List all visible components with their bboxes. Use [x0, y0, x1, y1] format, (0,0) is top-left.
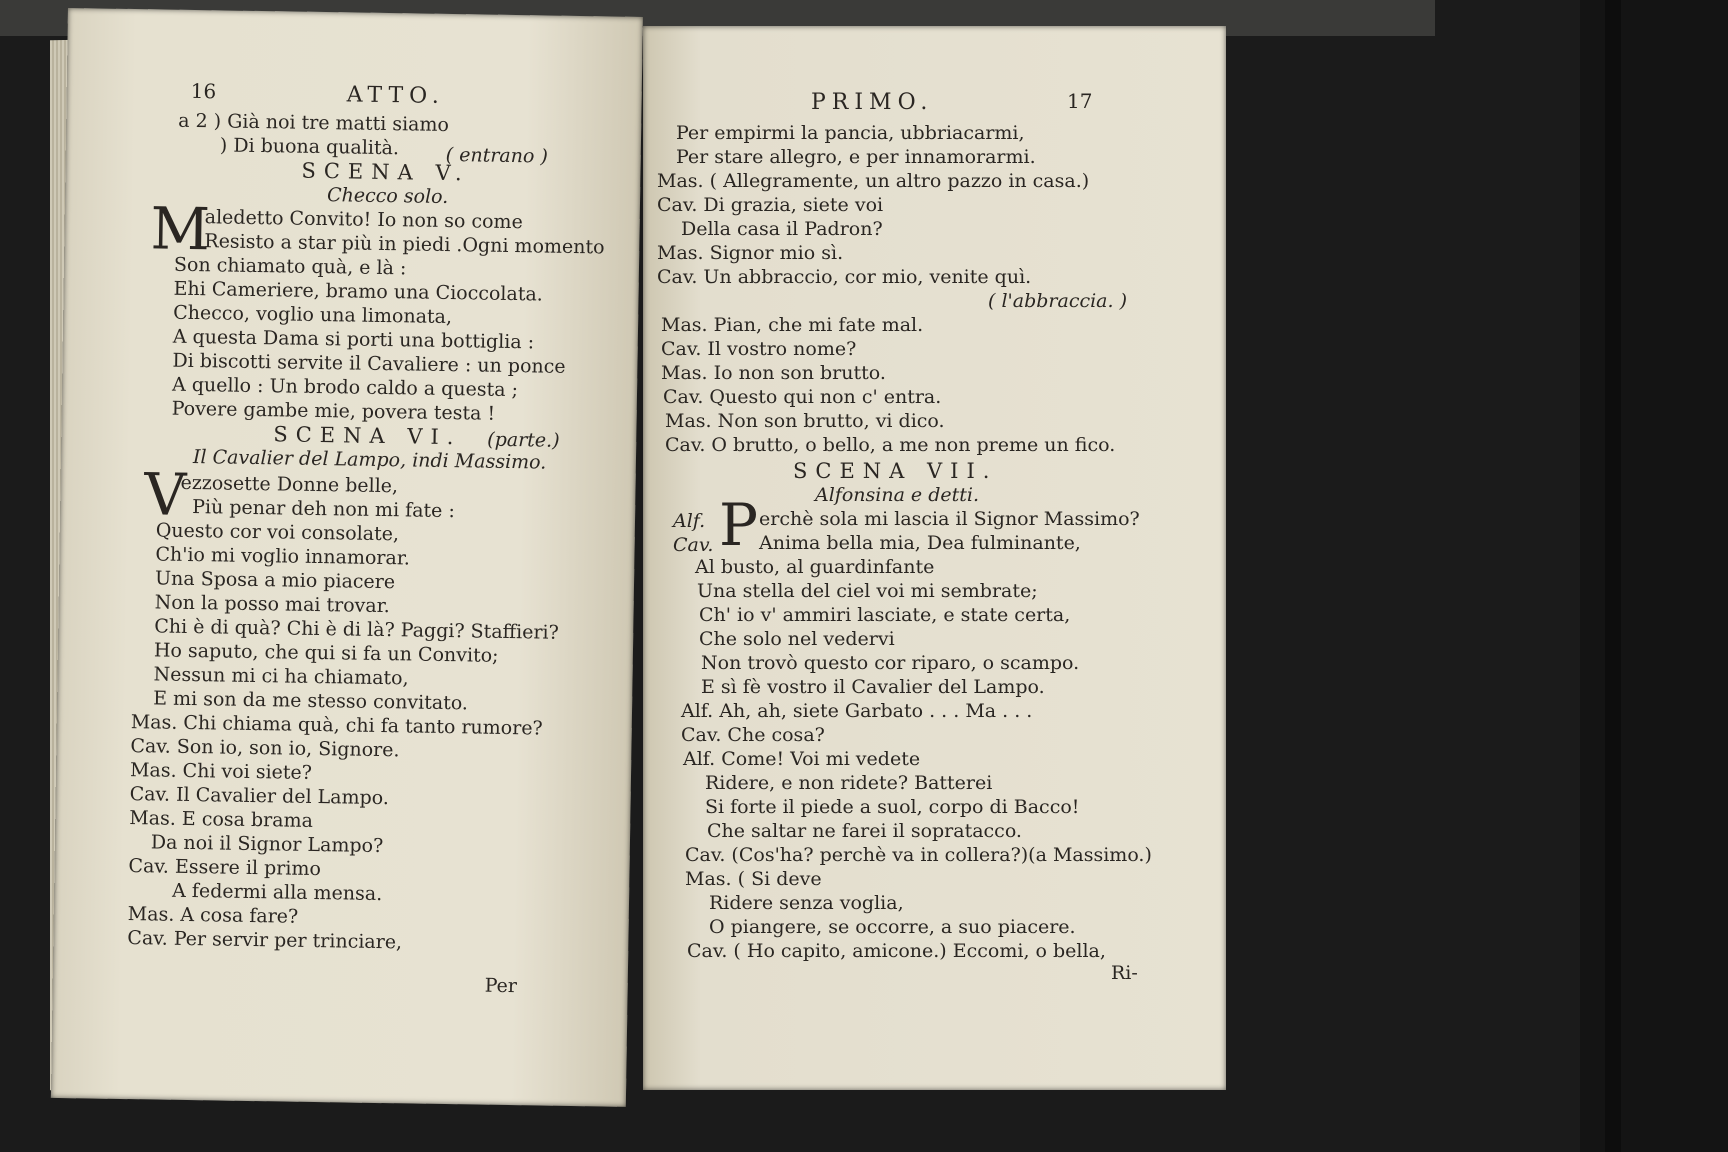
verse-line: ezzosette Donne belle, — [180, 471, 399, 498]
dialogue-line: Cav. O brutto, o bello, a me non preme un fico. — [665, 434, 1116, 456]
verse-line: Si forte il piede a suol, corpo di Bacco! — [705, 796, 1080, 818]
dialogue-line: Mas. Pian, che mi fate mal. — [661, 314, 924, 336]
verse-line: Ch'io mi voglio innamorar. — [155, 543, 411, 570]
dialogue-line: Da noi il Signor Lampo? — [150, 831, 384, 858]
dialogue-line: Alf. Come! Voi mi vedete — [683, 748, 921, 770]
verse-line: Ho saputo, che qui si fa un Convito; — [153, 639, 499, 667]
text-line: Per empirmi la pancia, ubbriacarmi, — [676, 122, 1025, 144]
dialogue-line: Anima bella mia, Dea fulminante, — [759, 532, 1081, 554]
verse-line: Ridere senza voglia, — [709, 892, 904, 914]
dialogue-line: Mas. Io non son brutto. — [661, 362, 886, 384]
text-line: Ehi Cameriere, bramo una Cioccolata. — [173, 277, 543, 306]
page-number: 16 — [190, 78, 217, 104]
verse-line: Non la posso mai trovar. — [154, 591, 390, 618]
page-number: 17 — [1067, 89, 1093, 113]
verse-line: Una Sposa a mio piacere — [154, 567, 396, 594]
text-line: a 2 ) Già noi tre matti siamo — [178, 109, 450, 136]
speaker-label: Cav. — [673, 534, 714, 556]
verse-line: E mi son da me stesso convitato. — [152, 687, 469, 715]
dialogue-line: Cav. Di grazia, siete voi — [657, 194, 884, 216]
dialogue-line: Mas. Chi voi siete? — [129, 759, 313, 784]
verse-line: Chi è di quà? Chi è di là? Paggi? Staffieri? — [154, 615, 559, 644]
speaker-label: Alf. — [673, 510, 706, 532]
verse-line: Che saltar ne farei il sopratacco. — [707, 820, 1022, 842]
drop-cap: P — [719, 491, 759, 559]
background-panel — [1580, 0, 1728, 1152]
dialogue-line: Mas. Non son brutto, vi dico. — [665, 410, 945, 432]
scene-heading: SCENA V. — [301, 158, 470, 186]
scene-heading: SCENA VII. — [793, 459, 998, 483]
dialogue-line: Mas. ( Si deve — [685, 868, 822, 890]
dialogue-line: erchè sola mi lascia il Signor Massimo? — [759, 508, 1140, 530]
verse-line: Una stella del ciel voi mi sembrate; — [697, 580, 1038, 602]
catchword: Per — [484, 974, 518, 998]
dialogue-line: Cav. Son io, son io, Signore. — [130, 735, 400, 762]
text-line: Resisto a star più in piedi .Ogni momento — [204, 230, 605, 259]
dialogue-line: Cav. Il vostro nome? — [661, 338, 857, 360]
dialogue-line: Cav. Il Cavalier del Lampo. — [129, 783, 390, 810]
running-head: ATTO. — [346, 82, 446, 109]
drop-cap: V — [143, 460, 187, 529]
stage-direction: (parte.) — [487, 428, 560, 452]
verse-line: Ch' io v' ammiri lasciate, e state certa, — [699, 604, 1071, 626]
text-line: Povere gambe mie, povera testa ! — [171, 397, 496, 425]
stage-direction: ( entrano ) — [445, 143, 549, 168]
verse-line: Ridere, e non ridete? Batterei — [705, 772, 993, 794]
drop-cap: M — [150, 194, 211, 264]
dialogue-line: Cav. (Cos'ha? perchè va in collera?)(a Massimo.) — [685, 844, 1152, 866]
character-list: Checco solo. — [326, 184, 449, 208]
verse-line: Nessun mi ci ha chiamato, — [153, 663, 409, 690]
dialogue-line: A federmi alla mensa. — [171, 879, 383, 906]
character-list: Alfonsina e detti. — [815, 484, 980, 506]
verse-line: Al busto, al guardinfante — [695, 556, 935, 578]
right-page — [643, 26, 1226, 1090]
dialogue-line: Cav. Per servir per trinciare, — [127, 927, 403, 954]
dialogue-line: Cav. Un abbraccio, cor mio, venite quì. — [657, 266, 1032, 288]
dialogue-line: Cav. Questo qui non c' entra. — [663, 386, 942, 408]
dialogue-line: Alf. Ah, ah, siete Garbato . . . Ma . . . — [681, 700, 1033, 722]
dialogue-line: Mas. Chi chiama quà, chi fa tanto rumore? — [130, 711, 543, 740]
verse-line: Più penar deh non mi fate : — [192, 496, 456, 523]
verse-line: Non trovò questo cor riparo, o scampo. — [701, 652, 1080, 674]
text-line: Di biscotti servite il Cavaliere : un ponce — [172, 349, 566, 378]
dialogue-line: Cav. Che cosa? — [681, 724, 825, 746]
text-line: Checco, voglio una limonata, — [173, 301, 453, 329]
verse-line: E sì fè vostro il Cavalier del Lampo. — [701, 676, 1045, 698]
dialogue-line: Mas. Signor mio sì. — [657, 242, 844, 264]
dialogue-line: Della casa il Padron? — [681, 218, 883, 240]
dialogue-line: Mas. ( Allegramente, un altro pazzo in casa.) — [657, 170, 1090, 192]
text-line: aledetto Convito! Io non so come — [204, 206, 523, 234]
character-list: Il Cavalier del Lampo, indi Massimo. — [192, 446, 547, 474]
text-line: A quello : Un brodo caldo a questa ; — [171, 373, 519, 402]
stage-direction: ( l'abbraccia. ) — [988, 290, 1127, 312]
text-line: A questa Dama si porti una bottiglia : — [172, 325, 535, 354]
dialogue-line: Cav. ( Ho capito, amicone.) Eccomi, o bella, — [687, 940, 1106, 962]
text-line: Son chiamato quà, e là : — [173, 253, 407, 280]
running-head: PRIMO. — [811, 90, 934, 115]
background-rail — [1605, 0, 1621, 1152]
text-line: ) Di buona qualità. — [219, 134, 400, 160]
catchword: Ri- — [1111, 962, 1138, 984]
verse-line: O piangere, se occorre, a suo piacere. — [709, 916, 1076, 938]
dialogue-line: Cav. Essere il primo — [128, 855, 322, 881]
verse-line: Questo cor voi consolate, — [155, 519, 400, 546]
verse-line: Che solo nel vedervi — [699, 628, 895, 650]
left-page — [51, 8, 643, 1107]
dialogue-line: Mas. E cosa brama — [129, 807, 314, 832]
scene-heading: SCENA VI. — [273, 422, 462, 450]
dialogue-line: Mas. A cosa fare? — [127, 903, 299, 928]
text-line: Per stare allegro, e per innamorarmi. — [676, 146, 1036, 168]
